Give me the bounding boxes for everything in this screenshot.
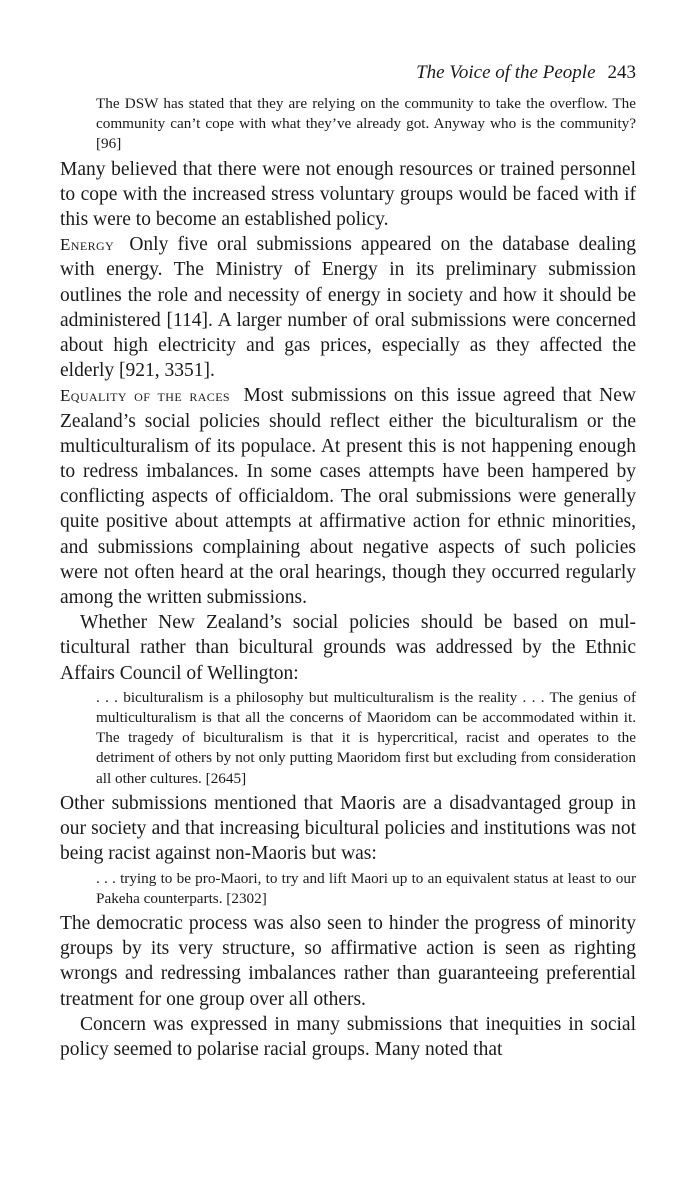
section-heading-equality: Equality of the races (60, 386, 231, 406)
paragraph-energy (60, 232, 636, 383)
book-page (60, 58, 636, 1062)
paragraph-equality (60, 383, 636, 610)
page-number: 243 (607, 62, 636, 83)
paragraph-equality-text: Most submissions on this issue agreed that New Zealand’s social policies should reflect either the biculturalism or the multiculturalism of its populace. At present this is not happening enough to redress imbalances. In some cases attempts have been hampered by conflicting aspects of officialdom. The oral submissions were generally quite positive about attempts at affirmative action for ethnic minorities, and submissions complaining about negative aspects of such policies were not often heard at the oral hearings, though they occurred regularly among the written submissions. (60, 385, 636, 609)
paragraph-energy-text: Only five oral submissions appeared on the database dealing with energy. The Ministry of Energy in its preliminary submission outlines the role and necessity of energy in society and how it should be administered [114]. A larger number of oral submissions were concerned about high electricity and gas prices, especially as they affected the elderly [921, 3351]. (60, 234, 636, 382)
block-quote-ethnic-affairs: . . . biculturalism is a philosophy but multiculturalism is the reality . . . The genius of multiculturalism is that all the concerns of Maoridom can be accommodated within it. The tragedy of biculturalism is that it is hypercritical, racist and operates to the detriment of others by not only putting Maoridom first but excluding from consideration all other cultures. [2645] (96, 688, 636, 787)
paragraph-democratic-process: The democratic process was also seen to hinder the progress of minority groups by its very structure, so affirmative action is seen as righting wrongs and redressing imbalances rather than guaranteeing preferential treatment for one group over all others. (60, 912, 636, 1010)
running-head-title: The Voice of the People (416, 62, 596, 83)
paragraph-resources: Many believed that there were not enough resources or trained personnel to cope with the increased stress voluntary groups would be faced with if this were to become an established policy. (60, 158, 636, 231)
paragraph-multicultural: Whether New Zealand’s social policies should be based on multicultural rather than bicultural grounds was addressed by the Ethnic Affairs Council of Wellington: (60, 612, 636, 684)
block-quote-dsw: The DSW has stated that they are relying on the community to take the overflow. The community can’t cope with what they’ve already got. Anyway who is the community? [96] (96, 95, 636, 153)
paragraph-maori-disadvantaged: Other submissions mentioned that Maoris are a disadvantaged group in our society and that increasing bicultural policies and institutions was not being racist against non-Maoris but was: (60, 792, 636, 865)
paragraph-concern: Concern was expressed in many submissions that inequities in social policy seemed to polarise racial groups. Many noted that (60, 1013, 636, 1060)
running-head (60, 58, 636, 88)
section-heading-energy: Energy (60, 235, 115, 255)
block-quote-pro-maori: . . . trying to be pro-Maori, to try and lift Maori up to an equivalent status at least to our Pakeha counterparts. [2302] (96, 869, 636, 907)
